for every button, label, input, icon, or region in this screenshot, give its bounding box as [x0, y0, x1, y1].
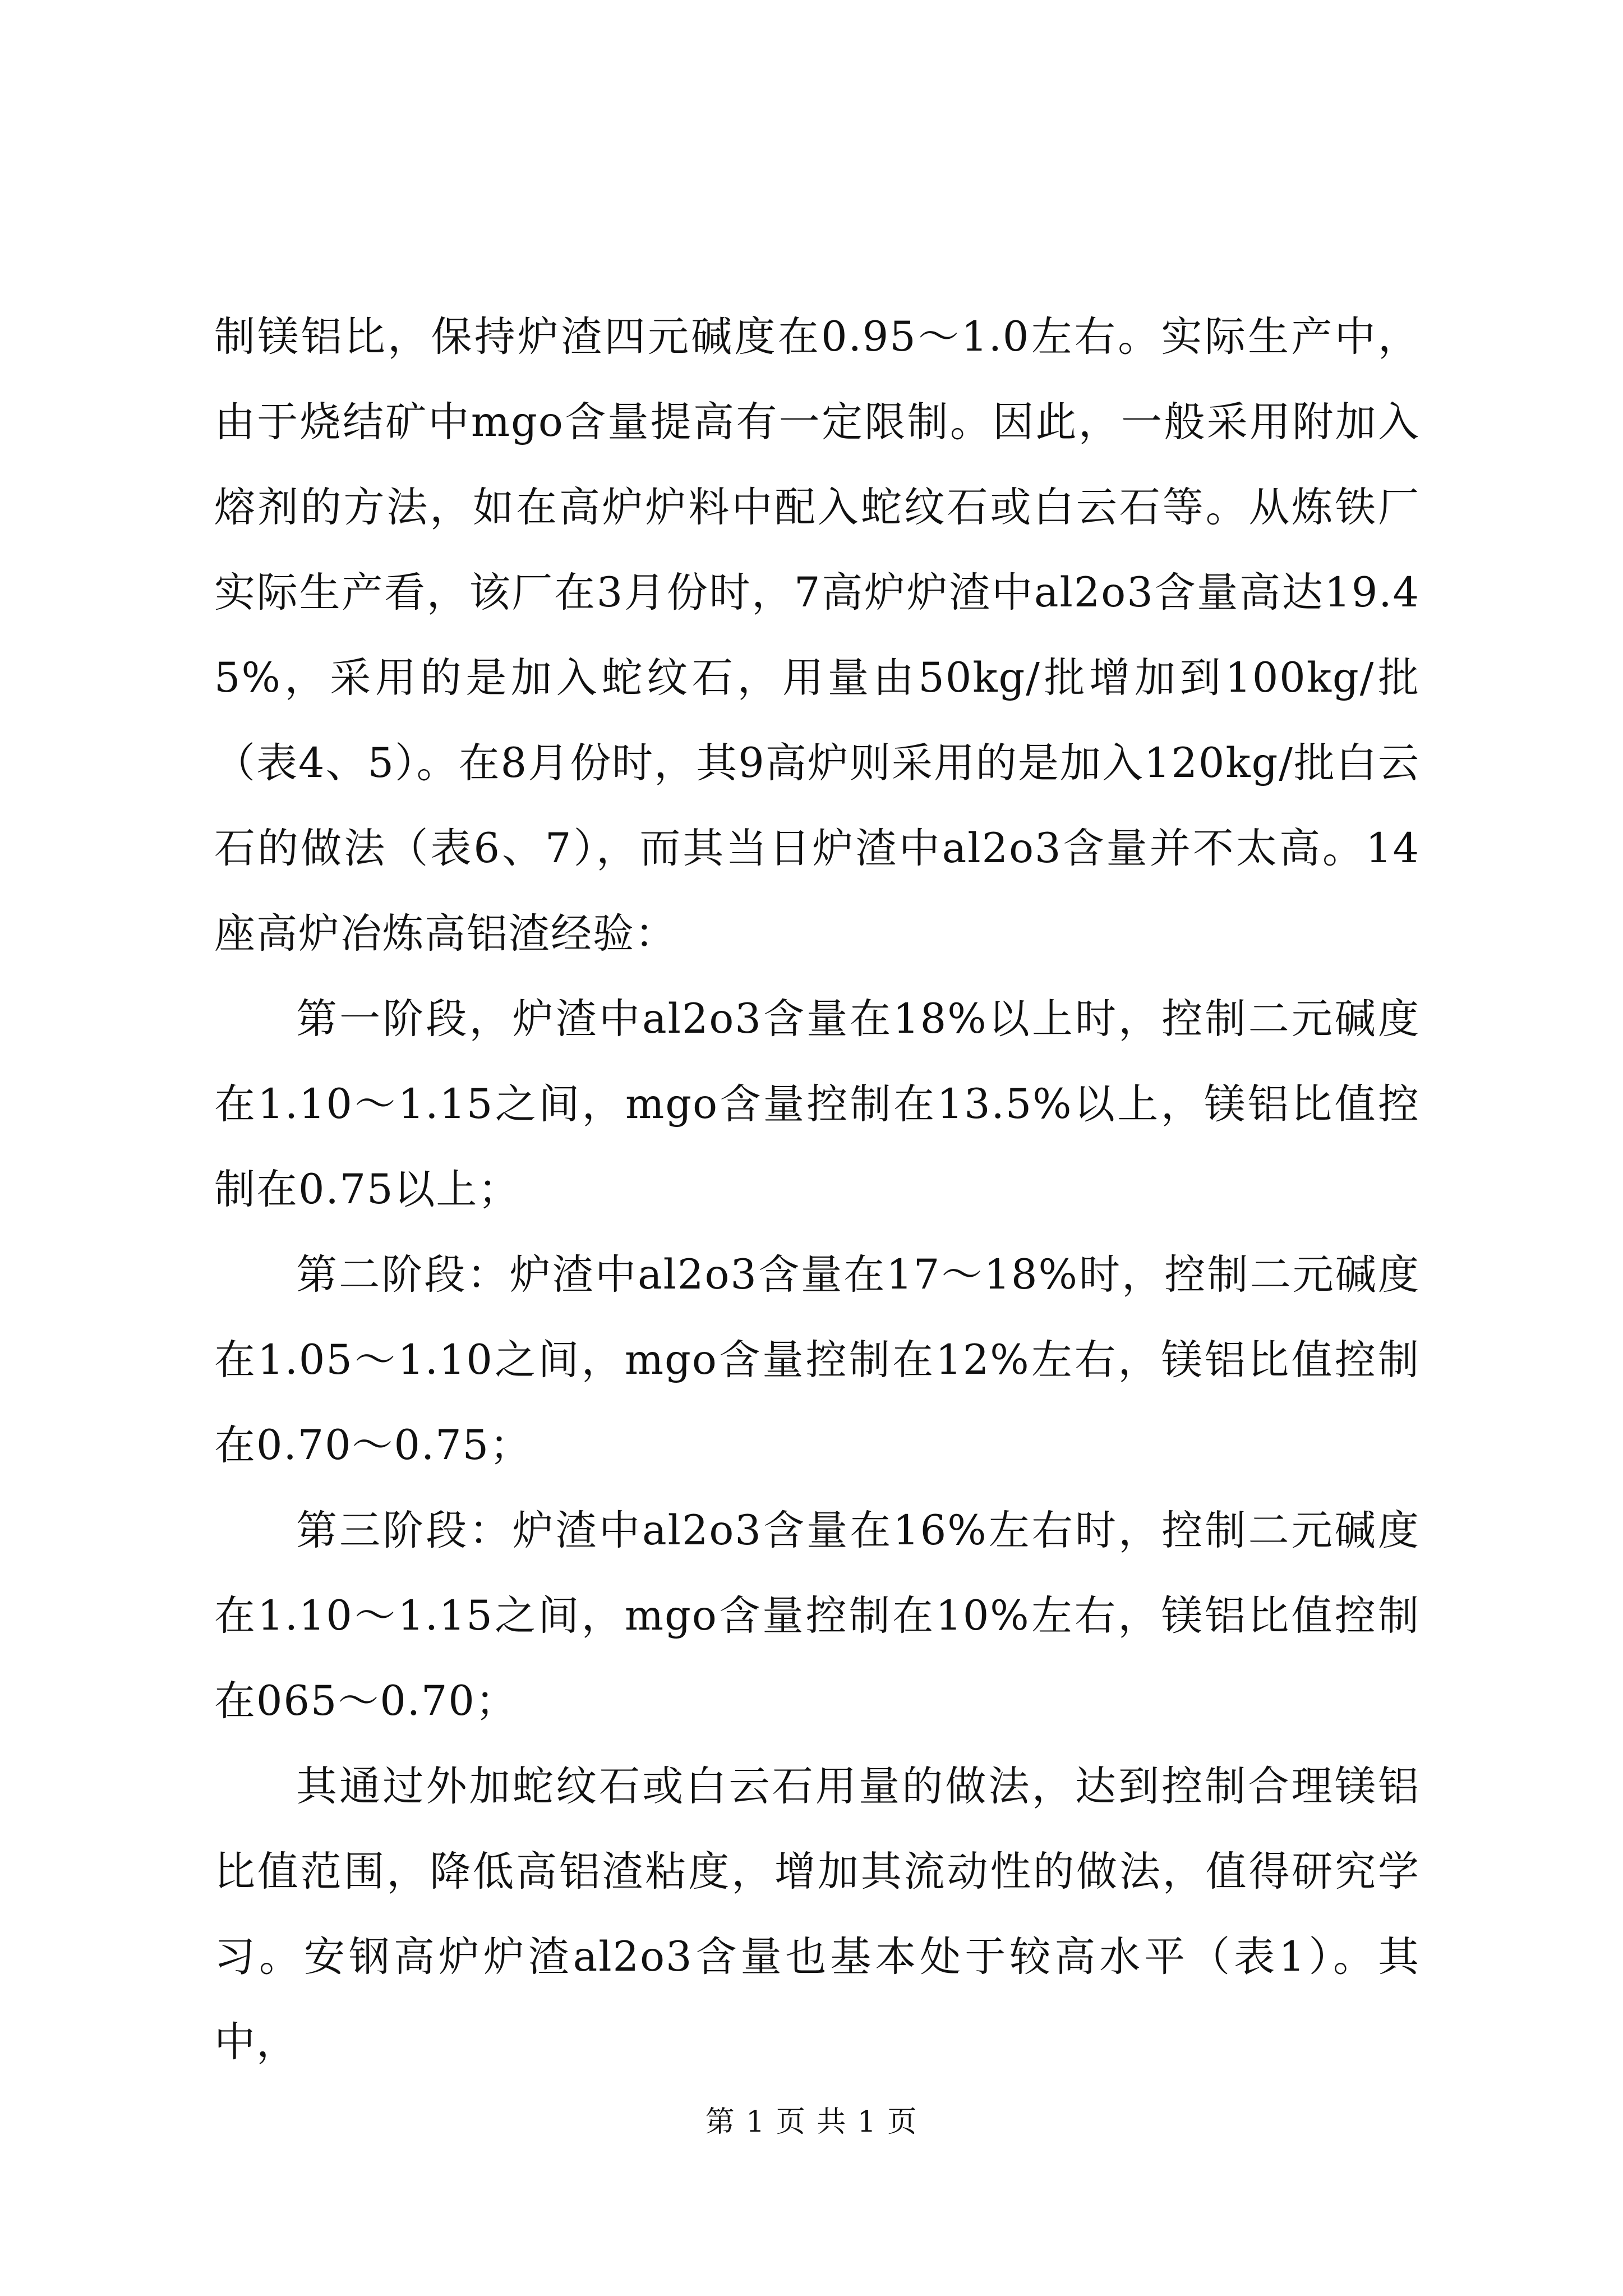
document-body — [214, 295, 1420, 2085]
paragraph-2: 第一阶段，炉渣中al2o3含量在18%以上时，控制二元碱度在1.10～1.15之间，mgo含量控制在13.5%以上，镁铝比值控制在0.75以上； — [214, 995, 1420, 1213]
paragraph-3: 第二阶段：炉渣中al2o3含量在17～18%时，控制二元碱度在1.05～1.10之间，mgo含量控制在12%左右，镁铝比值控制在0.70～0.75； — [214, 1251, 1420, 1469]
paragraph-5: 其通过外加蛇纹石或白云石用量的做法，达到控制合理镁铝比值范围，降低高铝渣粘度，增加其流动性的做法，值得研究学习。安钢高炉炉渣al2o3含量也基本处于较高水平（表1）。其中， — [214, 1763, 1420, 2066]
paragraph-4: 第三阶段：炉渣中al2o3含量在16%左右时，控制二元碱度在1.10～1.15之间，mgo含量控制在10%左右，镁铝比值控制在065～0.70； — [214, 1507, 1420, 1725]
page-footer: 第 1 页 共 1 页 — [705, 2105, 918, 2139]
paragraph-1: 制镁铝比，保持炉渣四元碱度在0.95～1.0左右。实际生产中，由于烧结矿中mgo含量提高有一定限制。因此，一般采用附加入熔剂的方法，如在高炉炉料中配入蛇纹石或白云石等。从炼铁厂实际生产看，该厂在3月份时，7高炉炉渣中al2o3含量高达19.45%，采用的是加入蛇纹石，用量由50kg/批增加到100kg/批（表4、5）。在8月份时，其9高炉则采用的是加入120kg/批白云石的做法（表6、7），而其当日炉渣中al2o3含量并不太高。14座高炉冶炼高铝渣经验： — [214, 313, 1420, 958]
